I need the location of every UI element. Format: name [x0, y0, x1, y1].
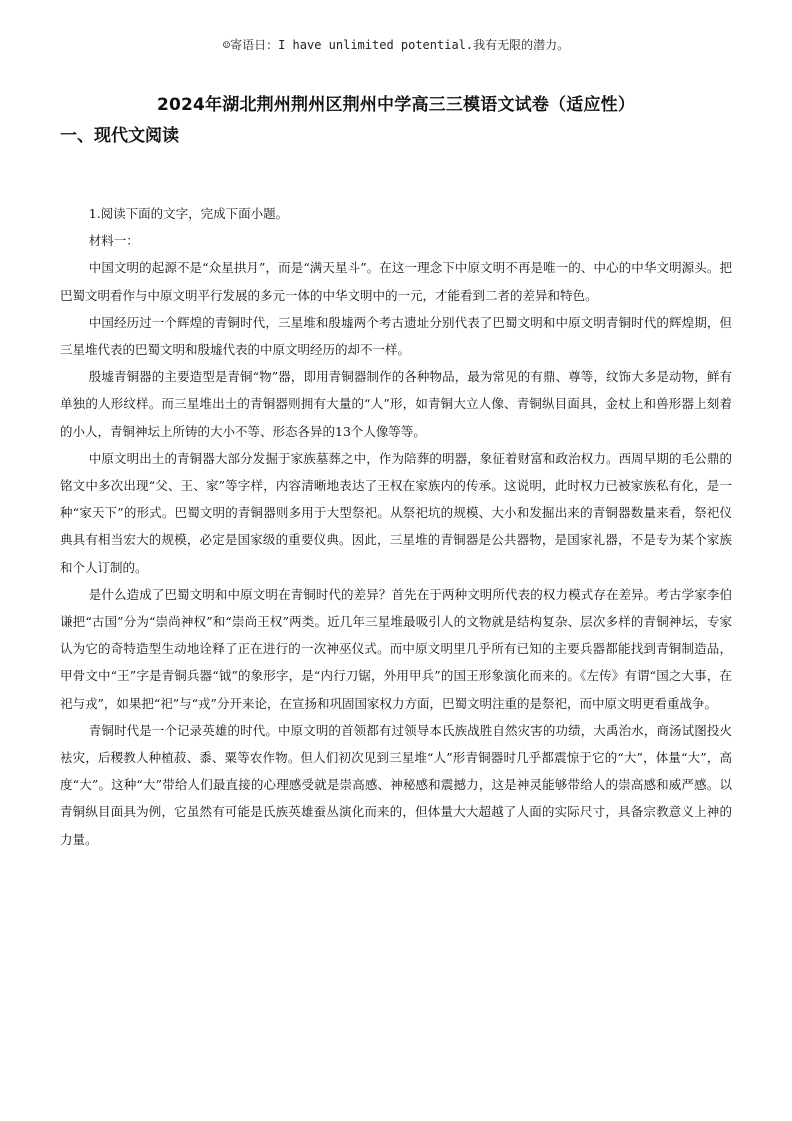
paragraph: 青铜时代是一个记录英雄的时代。中原文明的首领都有过领导本氏族战胜自然灾害的功绩，大禹治水，商汤试图投火袪灾，后稷教人种植菽、黍、粟等农作物。但人们初次见到三星堆“人”形青铜器时几乎都震惊于它的“大”，体量“大”，高度“大”。这种“大”带给人们最直接的心理感受就是崇高感、神秘感和震撼力，这是神灵能够带给人的崇高感和威严感。以青铜纵目面具为例，它虽然有可能是氏族英雄蚕丛演化而来的，但体量大大超越了人面的实际尺寸，具备宗教意义上神的力量。 — [60, 722, 732, 847]
section-heading: 一、现代文阅读 — [60, 126, 179, 146]
motto-line: ☺寄语日：I have unlimited potential.我有无限的潜力。 — [222, 38, 570, 52]
material-label: 材料一： — [88, 233, 139, 249]
question-intro: 1.阅读下面的文字，完成下面小题。 — [88, 206, 289, 221]
paragraph: 是什么造成了巴蜀文明和中原文明在青铜时代的差异？首先在于两种文明所代表的权力模式存在差异。考古学家李伯谦把“古国”分为“崇尚神权”和“崇尚王权”两类。近几年三星堆最吸引人的文物就是结构复杂、层次多样的青铜神坛，专家认为它的奇特造型生动地诠释了正在进行的一次神巫仪式。而中原文明里几乎所有已知的主要兵器都能找到青铜制造品，甲骨文中“王”字是青铜兵器“钺”的象形字，是“内行刀锯，外用甲兵”的国王形象演化而来的。《左传》有谓“国之大事，在祀与戎”，如果把“祀”与“戎”分开来论，在宣扬和巩固国家权力方面，巴蜀文明注重的是祭祀，而中原文明更看重战争。 — [60, 586, 732, 711]
reading-passage — [60, 200, 732, 853]
paragraph: 中原文明出土的青铜器大部分发掘于家族墓葬之中，作为陪葬的明器，象征着财富和政治权力。西周早期的毛公鼎的铭文中多次出现“父、王、家”等字样，内容清晰地表达了王权在家族内的传承。这说明，此时权力已被家族私有化，是一种“家天下”的形式。巴蜀文明的青铜器则多用于大型祭祀。从祭祀坑的规模、大小和发掘出来的青铜器数量来看，祭祀仪典具有相当宏大的规模，必定是国家级的重要仪典。因此，三星堆的青铜器是公共器物，是国家礼器，不是专为某个家族和个人订制的。 — [60, 450, 732, 575]
paragraph: 中国文明的起源不是“众星拱月”，而是“满天星斗”。在这一理念下中原文明不再是唯一的、中心的中华文明源头。把巴蜀文明看作与中原文明平行发展的多元一体的中华文明中的一元，才能看到二者的差异和特色。 — [60, 260, 732, 303]
document-title: 2024年湖北荆州荆州区荆州中学高三三模语文试卷（适应性） — [156, 95, 636, 115]
paragraph: 中国经历过一个辉煌的青铜时代，三星堆和殷墟两个考古遗址分别代表了巴蜀文明和中原文明青铜时代的辉煌期，但三星堆代表的巴蜀文明和殷墟代表的中原文明经历的却不一样。 — [60, 314, 732, 358]
paragraph: 殷墟青铜器的主要造型是青铜“物”器，即用青铜器制作的各种物品，最为常见的有鼎、尊等，纹饰大多是动物，鲜有单独的人形纹样。而三星堆出土的青铜器则拥有大量的“人”形，如青铜大立人像、青铜纵目面具，金杖上和兽形器上刻着的小人，青铜神坛上所铸的大小不等、形态各异的13个人像等等。 — [60, 369, 732, 439]
